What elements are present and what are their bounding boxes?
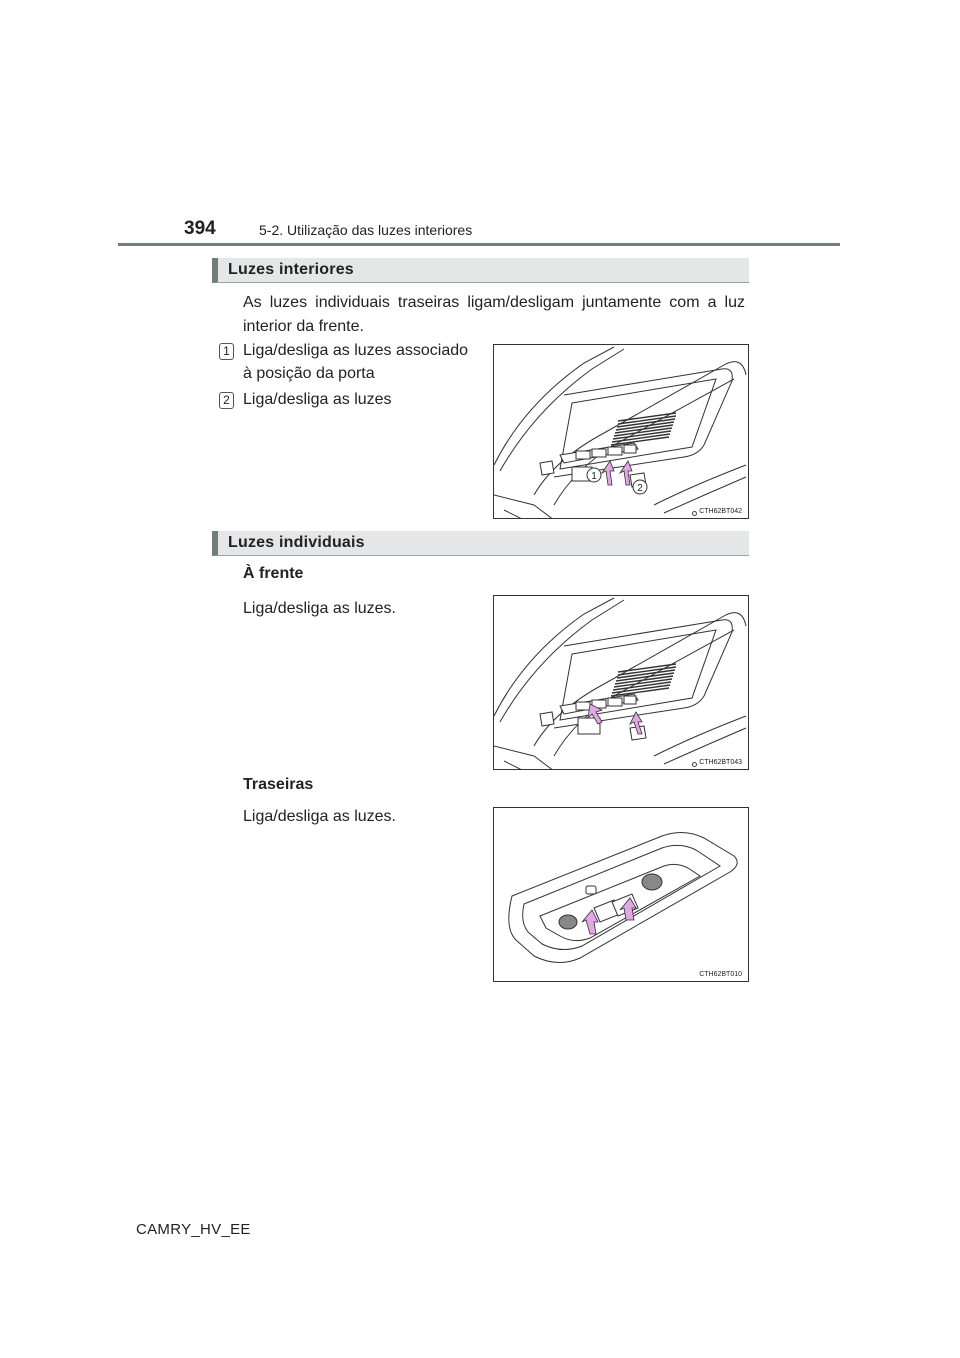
figure-code-text: CTH62BT043: [699, 759, 742, 766]
section-heading-individual-lights: [212, 531, 749, 556]
section-title: Luzes interiores: [228, 261, 354, 278]
item-number-badge: 2: [219, 392, 234, 409]
item-1-text-line2: à posição da porta: [243, 365, 375, 382]
figure-code-text: CTH62BT010: [699, 971, 742, 978]
front-text: Liga/desliga as luzes.: [243, 600, 396, 617]
overhead-console-illustration: [494, 345, 749, 519]
item-1-text-line1: Liga/desliga as luzes associado: [243, 342, 469, 359]
rear-subheading: Traseiras: [243, 776, 314, 793]
page-number: 394: [184, 218, 216, 239]
chapter-title: 5-2. Utilização das luzes interiores: [259, 222, 473, 238]
rear-console-figure: [493, 807, 749, 982]
figure-code-text: CTH62BT042: [699, 508, 742, 515]
intro-paragraph: As luzes individuais traseiras ligam/desligam juntamente com a luz interior da frente.: [243, 294, 745, 335]
front-subheading: À frente: [243, 565, 304, 582]
figure-callout-2: 2: [637, 483, 643, 494]
section-title: Luzes individuais: [228, 534, 365, 551]
item-2-text: Liga/desliga as luzes: [243, 391, 392, 408]
overhead-console-figure-2: [493, 595, 749, 770]
figure-callout-1: 1: [591, 471, 597, 482]
rear-text: Liga/desliga as luzes.: [243, 808, 396, 825]
figure-code: [699, 508, 742, 515]
figure-code: [699, 759, 742, 766]
model-code-footer: CAMRY_HV_EE: [136, 1221, 251, 1238]
section-heading-interior-lights: [212, 258, 749, 283]
rear-individual-lights-illustration: [494, 808, 749, 982]
item-number-badge: 1: [219, 343, 234, 360]
overhead-console-figure-1: [493, 344, 749, 519]
header-divider: [118, 243, 840, 246]
figure-code: [699, 971, 742, 978]
front-individual-lights-illustration: [494, 596, 749, 770]
